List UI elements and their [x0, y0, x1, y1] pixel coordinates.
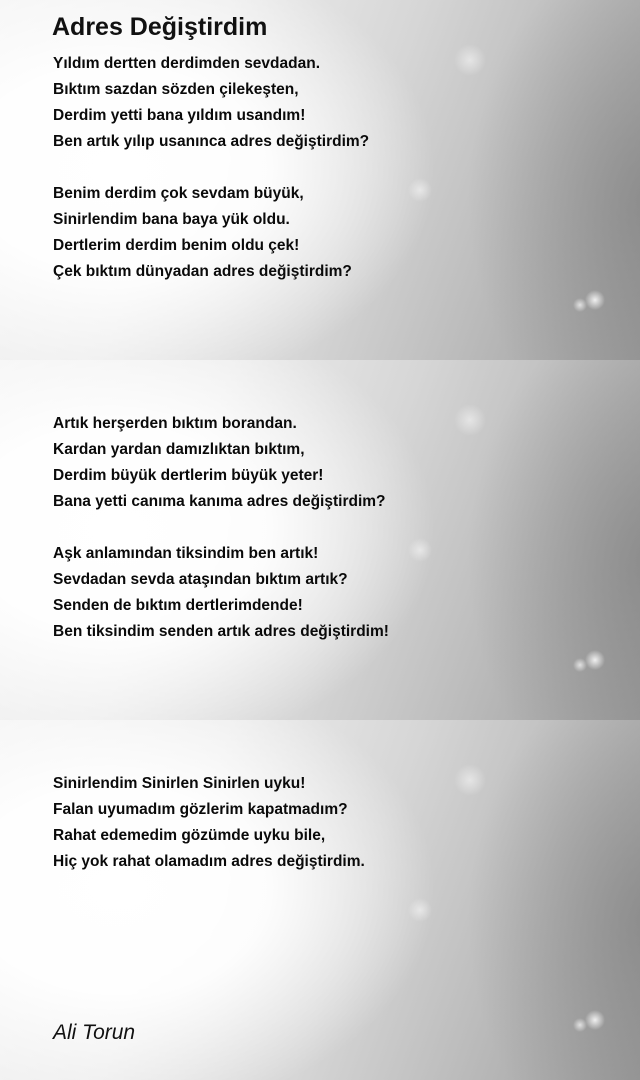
- poem-line: Ben artık yılıp usanınca adres değiştirdim?: [53, 133, 370, 150]
- poem-line: Yıldım dertten derdimden sevdadan.: [53, 55, 321, 72]
- stanza-2: [53, 181, 352, 285]
- poem-line: Rahat edemedim gözümde uyku bile,: [53, 827, 326, 844]
- poem-line: Senden de bıktım dertlerimdende!: [53, 597, 303, 614]
- poem-line: Sinirlendim bana baya yük oldu.: [53, 211, 290, 228]
- poem-line: Dertlerim derdim benim oldu çek!: [53, 237, 300, 254]
- poem-line: Kardan yardan damızlıktan bıktım,: [53, 441, 305, 458]
- poem-panel-1: [0, 0, 640, 360]
- poem-line: Aşk anlamından tiksindim ben artık!: [53, 545, 319, 562]
- poem-line: Benim derdim çok sevdam büyük,: [53, 185, 304, 202]
- poem-line: Derdim büyük dertlerim büyük yeter!: [53, 467, 324, 484]
- poem-panel-3: [0, 720, 640, 1080]
- poem-line: Ben tiksindim senden artık adres değiştirdim!: [53, 623, 389, 640]
- stanza-3: [53, 411, 386, 515]
- stanza-1: [53, 51, 369, 155]
- poem-line: Bıktım sazdan sözden çilekeşten,: [53, 81, 299, 98]
- poem-title: Adres Değiştirdim: [52, 13, 268, 41]
- poem-line: Sinirlendim Sinirlen Sinirlen uyku!: [53, 775, 306, 792]
- poem-line: Çek bıktım dünyadan adres değiştirdim?: [53, 263, 352, 280]
- stanza-4: [53, 541, 389, 645]
- stanza-5: [53, 771, 365, 875]
- poem-line: Artık herşerden bıktım borandan.: [53, 415, 297, 432]
- poem-line: Sevdadan sevda ataşından bıktım artık?: [53, 571, 348, 588]
- poem-line: Falan uyumadım gözlerim kapatmadım?: [53, 801, 348, 818]
- poem-line: Bana yetti canıma kanıma adres değiştirdim?: [53, 493, 386, 510]
- poem-panel-2: [0, 360, 640, 720]
- poem-line: Hiç yok rahat olamadım adres değiştirdim.: [53, 853, 365, 870]
- poem-author: Ali Torun: [53, 1021, 136, 1044]
- poem-line: Derdim yetti bana yıldım usandım!: [53, 107, 306, 124]
